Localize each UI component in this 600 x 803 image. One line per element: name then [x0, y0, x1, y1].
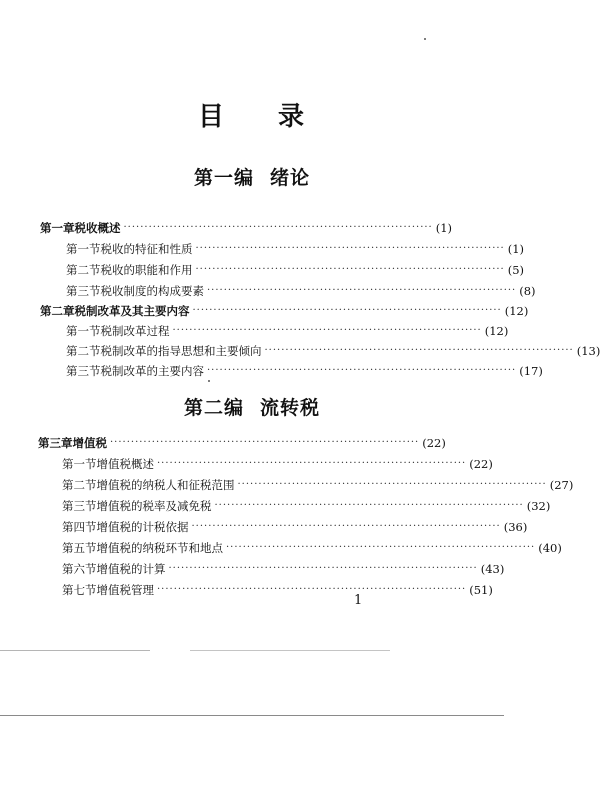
toc-title: 税收的职能和作用: [100, 263, 193, 277]
toc-title: 增值税的税率及减免税: [96, 499, 212, 513]
toc-section[interactable]: [62, 497, 551, 515]
toc-page: (32): [526, 499, 551, 513]
toc-title: 税收概述: [74, 221, 121, 235]
toc-page: (51): [469, 583, 493, 597]
toc-number: 第二章: [40, 304, 75, 318]
dot-leader: ··········································································: [195, 243, 505, 254]
toc-title: 税收的特征和性质: [100, 242, 193, 256]
dot-leader: ··········································································: [214, 500, 524, 511]
toc-page: (36): [503, 520, 528, 534]
toc-page: (22): [422, 436, 446, 450]
dot-leader: ··········································································: [207, 365, 517, 376]
toc-page: (12): [484, 324, 509, 338]
page-number: 1: [354, 593, 363, 608]
dot-leader: ··········································································: [192, 305, 502, 316]
toc-section[interactable]: [62, 560, 505, 578]
toc-title: 税收制度的构成要素: [100, 284, 204, 298]
dot-leader: ··········································································: [207, 285, 517, 296]
dot-leader: ··········································································: [172, 325, 482, 336]
toc-section[interactable]: [62, 518, 528, 536]
toc-number: 第一章: [40, 221, 75, 235]
dot-leader: ··········································································: [110, 437, 420, 448]
part-heading-1: [0, 163, 504, 190]
toc-section[interactable]: [66, 342, 600, 360]
toc-page: (17): [519, 364, 543, 378]
dot-leader: ··········································································: [157, 584, 467, 595]
toc-page: (43): [480, 562, 505, 576]
dot-leader: ··········································································: [237, 479, 547, 490]
dot-leader: ··········································································: [168, 563, 478, 574]
scan-rule: [0, 715, 504, 716]
toc-title: 增值税的纳税人和征税范围: [96, 478, 235, 492]
toc-number: 第一节: [66, 242, 101, 256]
toc-page: (27): [549, 478, 574, 492]
dot-leader: ··········································································: [123, 222, 433, 233]
toc-number: 第三节: [62, 499, 97, 513]
toc-title: 增值税的计算: [96, 562, 166, 576]
toc-section[interactable]: [62, 539, 562, 557]
part-name: 流转税: [260, 397, 321, 419]
toc-number: 第一节: [66, 324, 101, 338]
toc-page: (40): [538, 541, 562, 555]
toc-section[interactable]: [62, 581, 493, 599]
scan-speck: [208, 380, 210, 382]
toc-title: 增值税管理: [96, 583, 154, 597]
toc-section[interactable]: [66, 322, 509, 340]
part-name: 绪论: [270, 167, 311, 189]
toc-page: (1): [507, 242, 525, 256]
toc-title: 税制改革的主要内容: [100, 364, 204, 378]
toc-title: 税制改革及其主要内容: [74, 304, 190, 318]
toc-number: 第三节: [66, 364, 101, 378]
scan-rule: [0, 650, 150, 651]
toc-page: (22): [469, 457, 493, 471]
dot-leader: ··········································································: [157, 458, 467, 469]
page-title: [0, 96, 504, 133]
dot-leader: ··········································································: [191, 521, 501, 532]
scan-rule: [190, 650, 390, 651]
toc-number: 第二节: [66, 263, 101, 277]
dot-leader: ··········································································: [195, 264, 505, 275]
toc-number: 第四节: [62, 520, 97, 534]
toc-number: 第二节: [66, 344, 101, 358]
part-heading-2: [0, 393, 504, 420]
part-label: 第二编: [183, 397, 244, 419]
toc-title: 增值税的纳税环节和地点: [96, 541, 223, 555]
dot-leader: ··········································································: [264, 345, 574, 356]
dot-leader: ··········································································: [226, 542, 536, 553]
toc-section[interactable]: [66, 261, 525, 279]
title-char-2: 录: [278, 102, 307, 132]
toc-number: 第五节: [62, 541, 97, 555]
toc-chapter-1[interactable]: [40, 219, 453, 237]
toc-title: 增值税概述: [96, 457, 154, 471]
part-label: 第一编: [193, 167, 254, 189]
scan-speck: [424, 38, 426, 40]
toc-title: 税制改革过程: [100, 324, 170, 338]
toc-page: (12): [504, 304, 529, 318]
toc-chapter-3[interactable]: [38, 434, 446, 452]
toc-section[interactable]: [66, 362, 543, 380]
toc-section[interactable]: [62, 476, 574, 494]
toc-title: 增值税的计税依据: [96, 520, 189, 534]
toc-number: 第三章: [38, 436, 73, 450]
toc-number: 第六节: [62, 562, 97, 576]
toc-number: 第七节: [62, 583, 97, 597]
toc-page: (5): [507, 263, 525, 277]
toc-page: (13): [576, 344, 600, 358]
toc-number: 第一节: [62, 457, 97, 471]
toc-page: (1): [435, 221, 453, 235]
toc-title: 增值税: [72, 436, 107, 450]
title-char-1: 目: [197, 102, 226, 132]
toc-number: 第三节: [66, 284, 101, 298]
toc-chapter-2[interactable]: [40, 302, 529, 320]
toc-title: 税制改革的指导思想和主要倾向: [100, 344, 262, 358]
toc-page: (8): [519, 284, 536, 298]
toc-number: 第二节: [62, 478, 97, 492]
toc-section[interactable]: [62, 455, 493, 473]
toc-section[interactable]: [66, 240, 525, 258]
toc-section[interactable]: [66, 282, 536, 300]
